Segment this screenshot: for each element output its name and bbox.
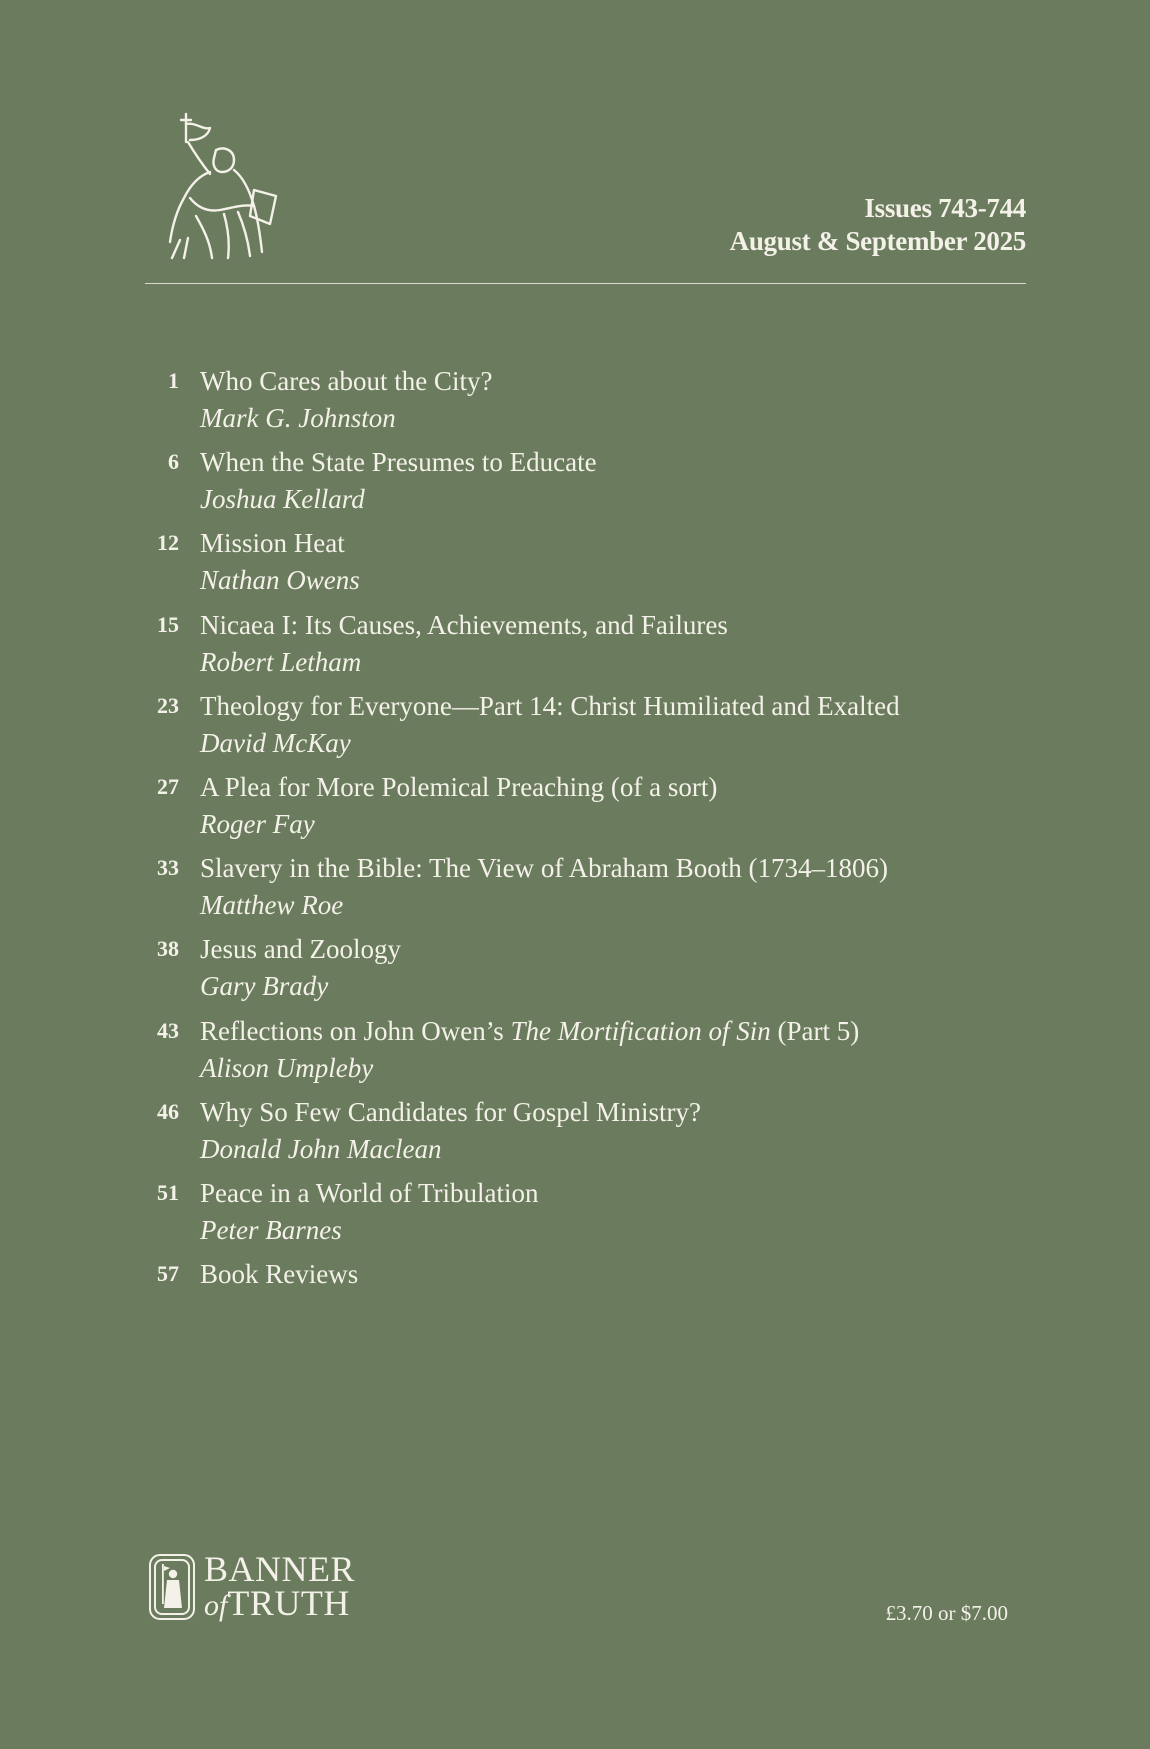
entry-title: Mission Heat [200, 528, 345, 559]
contents-entry [145, 524, 1026, 605]
banner-of-truth-logo-icon [146, 1552, 198, 1622]
entry-page-number: 6 [168, 449, 179, 475]
entry-title: Peace in a World of Tribulation [200, 1177, 539, 1208]
publisher-name-line2 [204, 1583, 355, 1623]
entry-title: Theology for Everyone—Part 14: Christ Humiliated and Exalted [200, 690, 900, 721]
entry-title: When the State Presumes to Educate [200, 447, 597, 478]
entry-page-number: 51 [157, 1179, 179, 1205]
entry-page-number: 12 [157, 530, 179, 556]
entry-title: Jesus and Zoology [200, 934, 401, 965]
entry-page-number: 57 [157, 1261, 179, 1287]
publisher-name [204, 1549, 356, 1623]
entry-title: Why So Few Candidates for Gospel Ministry? [200, 1096, 701, 1127]
entry-page-number: 27 [157, 773, 179, 799]
emblem-figure-icon [150, 112, 280, 262]
issue-info [730, 192, 1026, 258]
contents-entry [145, 687, 1026, 768]
contents-entry [145, 1093, 1026, 1174]
entry-author: Peter Barnes [200, 1214, 342, 1245]
contents-entry [145, 443, 1026, 524]
entry-author: Donald John Maclean [200, 1133, 442, 1164]
header-divider [145, 283, 1026, 284]
entry-page-number: 43 [157, 1017, 179, 1043]
contents-entry [145, 1174, 1026, 1255]
entry-author: Robert Letham [200, 646, 362, 677]
publisher-logo [146, 1549, 386, 1623]
price-label: £3.70 or $7.00 [885, 1601, 1008, 1625]
contents-entry [145, 362, 1026, 443]
entry-page-number: 15 [157, 611, 179, 637]
entry-author: David McKay [200, 727, 351, 758]
entry-page-number: 38 [157, 936, 179, 962]
entry-title: Who Cares about the City? [200, 366, 493, 396]
entry-page-number: 46 [157, 1098, 179, 1124]
entry-page-number: 23 [157, 692, 179, 718]
entry-author: Alison Umpleby [200, 1052, 374, 1083]
publisher-name-truth: TRUTH [227, 1583, 350, 1623]
entry-author: Gary Brady [200, 971, 329, 1002]
entry-title: Slavery in the Bible: The View of Abraham Booth (1734–1806) [200, 853, 889, 884]
publisher-name-of: of [204, 1589, 228, 1622]
entry-title-suffix: (Part 5) [770, 1015, 860, 1046]
contents-entry [145, 768, 1026, 849]
entry-page-number: 33 [157, 855, 179, 881]
contents-entry [145, 849, 1026, 930]
entry-author: Joshua Kellard [200, 484, 365, 515]
issue-date: August & September 2025 [729, 226, 1026, 256]
contents-entry [145, 930, 1026, 1011]
entry-author: Mark G. Johnston [200, 403, 396, 433]
issue-numbers: Issues 743-744 [864, 193, 1026, 223]
contents-entry [145, 1012, 1026, 1093]
entry-title: Nicaea I: Its Causes, Achievements, and Failures [200, 609, 728, 640]
entry-title: Book Reviews [200, 1259, 359, 1290]
contents-entry [145, 606, 1026, 687]
entry-author: Roger Fay [200, 808, 315, 839]
entry-title-text: Reflections on John Owen’s [200, 1015, 511, 1046]
contents-entry [145, 1255, 1026, 1336]
entry-author: Nathan Owens [200, 565, 360, 596]
entry-title: A Plea for More Polemical Preaching (of a sort) [200, 771, 718, 802]
table-of-contents [145, 362, 1026, 1336]
entry-author: Matthew Roe [200, 890, 344, 921]
entry-title [200, 1012, 859, 1050]
entry-page-number: 1 [168, 368, 179, 393]
publisher-name-line1: BANNER [204, 1549, 356, 1589]
entry-title-book: The Mortification of Sin [510, 1015, 771, 1046]
